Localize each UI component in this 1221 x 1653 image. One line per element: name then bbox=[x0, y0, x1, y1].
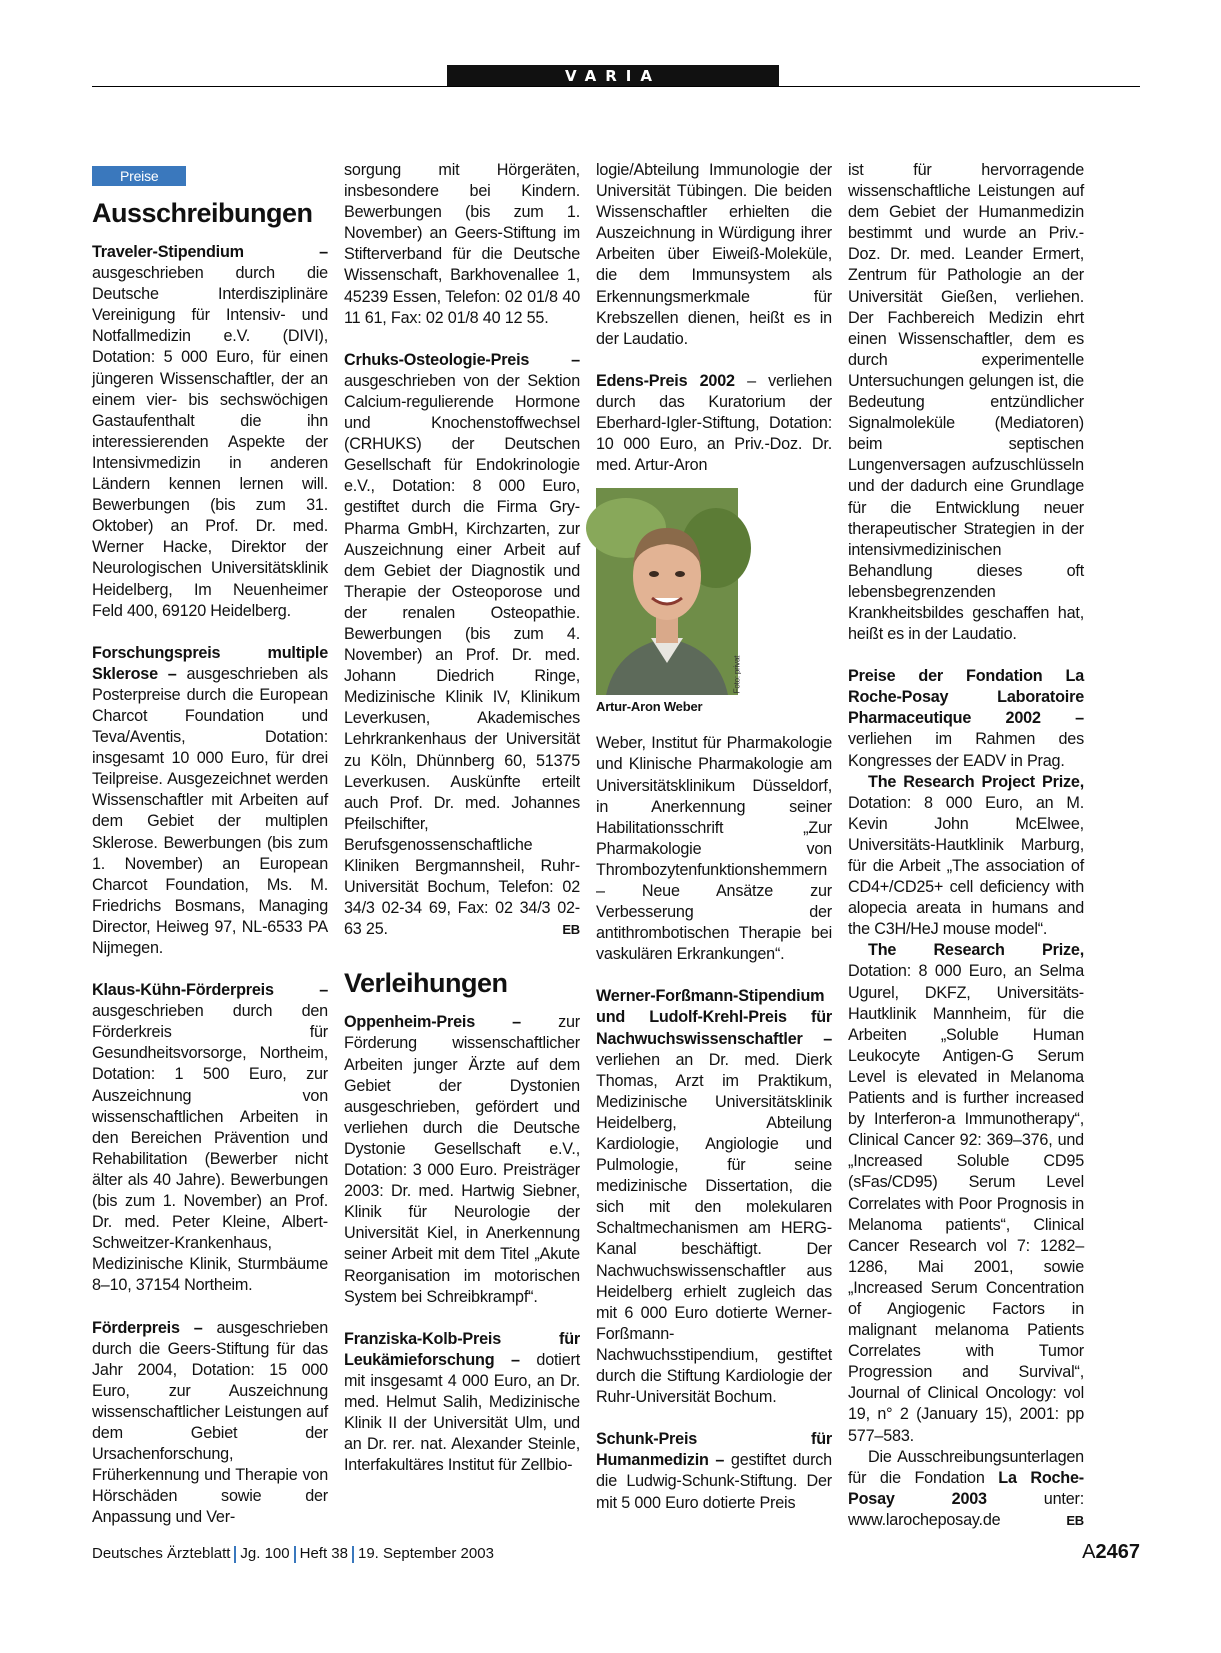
photo-caption: Artur-Aron Weber bbox=[596, 699, 703, 715]
paragraph bbox=[848, 160, 1084, 645]
journal-issue: Heft 38 bbox=[299, 1545, 348, 1562]
award-text: ausgeschrieben als Posterpreise durch die European Charcot Foundation und Teva/Aventis, Dotation: insgesamt 10 000 Euro, für drei Teilpreise. Ausgezeichnet werden Wissenschaftler mit Arbeiten auf dem Gebiet der multiplen Sklerose. Bewerbungen (bis zum 1. November) an European Charcot Foundation, Ms. M. Friedrichs Bosmans, Managing Director, Heiweg 97, NL-6533 PA Nijmegen. bbox=[92, 664, 328, 957]
award-title: Oppenheim-Preis – bbox=[344, 1013, 521, 1032]
paragraph bbox=[344, 160, 580, 329]
category-tag: Preise bbox=[92, 166, 186, 186]
page-footer bbox=[92, 1541, 1140, 1563]
award-text: zur Förderung wissenschaftlicher Arbeiten junger Ärzte auf dem Gebiet der Dystonien ausgeschrieben, gefördert und verliehen durch die Deutsche Dystonie Gesellschaft e.V., Dotation: 3 000 Euro. Preisträger 2003: Dr. med. Hartwig Siebner, Klinik für Neurologie der Universität Kiel, in Anerkennung seiner Arbeit mit dem Titel „Akute Reorganisation im motorischen System bei Schreibkrampf“. bbox=[344, 1013, 580, 1306]
section-header: VARIA bbox=[447, 65, 779, 87]
award-text: logie/Abteilung Immunologie der Universität Tübingen. Die beiden Wissenschaftler erhielten die Auszeichnung in Würdigung ihrer Arbeiten über Eiweiß-Moleküle, die dem Immunsystem als Erkennungsmerkmale für Krebszellen dienen, heißt es in der Laudatio. bbox=[596, 161, 832, 348]
journal-name: Deutsches Ärzteblatt bbox=[92, 1545, 231, 1562]
award-text: – verliehen durch das Kuratorium der Eberhard-Igler-Stiftung, Dotation: 10 000 Euro, an Priv.-Doz. Dr. med. Artur-Aron bbox=[596, 371, 832, 475]
award-text: ausgeschrieben von der Sektion Calcium-regulierende Hormone und Knochenstoffwechsel (CRHUKS) der Deutschen Gesellschaft für Endokrinologie e.V., Dotation: 8 000 Euro, gestiftet durch die Firma Gry-Pharma GmbH, Kirchzarten, zur Auszeichnung einer Arbeit auf dem Gebiet der Diagnostik und Therapie der Osteoporose und der renalen Osteopathie. Bewerbungen (bis zum 4. November) an Prof. Dr. med. Johann Diedrich Ringe, Medizinische Klinik IV, Klinikum Leverkusen, Akademisches Lehrkrankenhaus der Universität zu Köln, Dhünnberg 60, 51375 Leverkusen. Auskünfte erteilt auch Prof. Dr. med. Johannes Pfeilschifter, Berufsgenossenschaftliche Kliniken Bergmannsheil, Ruhr-Universität Bochum, Telefon: 02 34/3 02-34 69, Fax: 02 34/3 02-63 25. bbox=[344, 371, 580, 939]
award-title: Schunk-Preis für Humanmedizin – bbox=[596, 1430, 832, 1470]
award-text: ausgeschrieben durch die Deutsche Interdisziplinäre Vereinigung für Intensiv- und Notfallmedizin e.V. (DIVI), Dotation: 5 000 Euro, für einen jüngeren Wissenschaftler, der an einem vier- bis sechswöchigen Gastaufenthalt die ihn interessierenden Aspekte der Intensivmedizin in anderen Ländern kennen lernen will. Bewerbungen (bis zum 31. Oktober) an Prof. Dr. med. Werner Hacke, Direktor der Neurologischen Universitätsklinik Heidelberg, Im Neuenheimer Feld 400, 69120 Heidelberg. bbox=[92, 264, 328, 620]
award-title: Traveler-Stipendium – bbox=[92, 243, 328, 261]
paragraph bbox=[596, 371, 832, 476]
award-text: gestiftet durch die Ludwig-Schunk-Stiftung. Der mit 5 000 Euro dotierte Preis bbox=[596, 1451, 832, 1512]
award-title: Werner-Forßmann-Stipendium und Ludolf-Krehl-Preis für Nachwuchswissenschaftler – bbox=[596, 987, 832, 1048]
issue-date: 19. September 2003 bbox=[358, 1545, 494, 1562]
award-text: unter: www.larocheposay.de bbox=[848, 1489, 1084, 1529]
award-title: Crhuks-Osteologie-Preis – bbox=[344, 350, 580, 369]
paragraph bbox=[92, 242, 328, 622]
award-title: La Roche-Posay 2003 bbox=[848, 1468, 1084, 1508]
award-text: Die Ausschreibungsunterlagen für die Fondation bbox=[848, 1447, 1084, 1487]
paragraph bbox=[848, 1447, 1084, 1531]
column-1 bbox=[92, 160, 328, 1528]
award-text: Dotation: 8 000 Euro, an Selma Ugurel, DKFZ, Universitäts-Hautklinik Mannheim, für die Arbeiten „Soluble Human Leukocyte Antigen-G Serum Level is elevated in Melanoma Patients and is further increased by Interferon-a Immunotherapy“, Clinical Cancer 92: 369–376, und „Increased Soluble CD95 (sFas/CD95) Serum Level Correlates with Poor Prognosis in Melanoma patients“, Clinical Cancer Research vol 7: 1282–1286, Mai 2001, sowie „Increased Serum Concentration of Angiogenic Factors in malignant melanoma Patients Correlates with Tumor Progression and Survival“, Journal of Clinical Oncology: vol 19, n° 2 (January 15), 2001: pp 577–583. bbox=[848, 962, 1084, 1445]
paragraph bbox=[344, 1329, 580, 1477]
page-prefix: A bbox=[1082, 1541, 1096, 1563]
paragraph bbox=[92, 980, 328, 1296]
author-signature: EB bbox=[1066, 1512, 1084, 1528]
award-text: dotiert mit insgesamt 4 000 Euro, an Dr. med. Helmut Salih, Medizinische Klinik II der Universität Ulm, und an Dr. rer. nat. Alexander Steinle, Interfakultäres Institut für Zellbio- bbox=[344, 1350, 580, 1475]
award-text: ist für hervorragende wissenschaftliche Leistungen auf dem Gebiet der Humanmedizin bestimmt und wurde an Priv.-Doz. Dr. med. Leander Ermert, Zentrum für Pathologie an der Universität Gießen, verliehen. Der Fachbereich Medizin ehrt einen Wissenschaftler, dem es durch experimentelle Untersuchungen gelungen ist, die Bedeutung entzündlicher Signalmoleküle (Mediatoren) beim septischen Lungenversagen aufzuschlüsseln und der dadurch eine Grundlage für die Entwicklung neuer therapeutischer Strategien in der intensivmedizinischen Behandlung dieses oft lebensbegrenzenden Krankheitsbildes geschaffen hat, heißt es in der Laudatio. bbox=[848, 161, 1084, 644]
section-heading-verleihungen: Verleihungen bbox=[344, 968, 508, 999]
column-4 bbox=[848, 160, 1084, 1531]
award-title: Klaus-Kühn-Förderpreis – bbox=[92, 981, 328, 1000]
award-title: Franziska-Kolb-Preis für Leukämieforschung – bbox=[344, 1329, 580, 1369]
award-title: Preise der Fondation La Roche-Posay Laboratoire Pharmaceutique 2002 – bbox=[848, 667, 1084, 728]
paragraph bbox=[848, 666, 1084, 771]
award-text: verliehen im Rahmen des Kongresses der EADV in Prag. bbox=[848, 730, 1084, 770]
column-3 bbox=[596, 160, 832, 1514]
paragraph bbox=[596, 160, 832, 350]
award-title: The Research Project Prize, bbox=[868, 772, 1084, 791]
award-title: Forschungspreis multiple Sklerose – bbox=[92, 643, 328, 683]
paragraph bbox=[344, 350, 580, 941]
paragraph bbox=[92, 643, 328, 959]
paragraph bbox=[596, 733, 832, 965]
award-title: Förderpreis – bbox=[92, 1318, 203, 1337]
footer-divider bbox=[234, 1546, 236, 1563]
paragraph bbox=[92, 1318, 328, 1529]
award-title: The Research Prize, bbox=[868, 941, 1084, 960]
author-signature: EB bbox=[562, 922, 580, 938]
journal-volume: Jg. 100 bbox=[240, 1545, 290, 1562]
paragraph bbox=[344, 1012, 580, 1307]
award-text: ausgeschrieben durch die Geers-Stiftung für das Jahr 2004, Dotation: 15 000 Euro, zur Auszeichnung wissenschaftlicher Leistungen auf dem Gebiet der Ursachenforschung, Früherkennung und Therapie von Hörschäden sowie der Anpassung und Ver- bbox=[92, 1318, 328, 1527]
paragraph bbox=[848, 940, 1084, 1446]
footer-divider bbox=[352, 1546, 354, 1563]
portrait-photo bbox=[596, 488, 742, 695]
award-text: sorgung mit Hörgeräten, insbesondere bei Kindern. Bewerbungen (bis zum 1. November) an Geers-Stiftung im Stifterverband für die Deutsche Wissenschaft, Barkhovenallee 1, 45239 Essen, Telefon: 02 01/8 40 11 61, Fax: 02 01/8 40 12 55. bbox=[344, 161, 580, 327]
header-rule bbox=[92, 86, 1140, 87]
page-number-value: 2467 bbox=[1095, 1541, 1140, 1563]
award-text: ausgeschrieben durch den Förderkreis für Gesundheitsvorsorge, Northeim, Dotation: 1 500 Euro, zur Auszeichnung von wissenschaftlichen Arbeiten in den Bereichen Prävention und Rehabilitation (Bewerber nicht älter als 40 Jahre). Bewerbungen (bis zum 1. November) an Prof. Dr. med. Peter Kleine, Albert-Schweitzer-Krankenhaus, Medizinische Klinik, Sturmbäume 8–10, 37154 Northeim. bbox=[92, 1002, 328, 1295]
paragraph bbox=[596, 1429, 832, 1513]
column-2 bbox=[344, 160, 580, 1476]
award-title: Edens-Preis 2002 bbox=[596, 371, 735, 390]
award-text: Dotation: 8 000 Euro, an M. Kevin John McElwee, Universitäts-Hautklinik Marburg, für die Arbeit „The association of CD4+/CD25+ cell deficiency with alopecia areata in humans and the C3H/HeJ mouse model“. bbox=[848, 793, 1084, 939]
paragraph bbox=[848, 772, 1084, 941]
footer-divider bbox=[294, 1546, 296, 1563]
page-number bbox=[1082, 1541, 1140, 1564]
photo-credit: Foto: privat bbox=[732, 656, 742, 694]
portrait-image bbox=[596, 488, 738, 695]
award-text: verliehen an Dr. med. Dierk Thomas, Arzt im Praktikum, Medizinische Universitätsklinik Heidelberg, Abteilung Kardiologie, Angiologie und Pulmologie, für seine medizinische Dissertation, die sich mit den molekularen Schaltmechanismen am HERG-Kanal beschäftigt. Der Nachwuchswissenschaftler aus Heidelberg erhielt zugleich das mit 6 000 Euro dotierte Werner-Forßmann-Nachwuchsstipendium, gestiftet durch die Stiftung Kardiologie der Ruhr-Universität Bochum. bbox=[596, 1050, 832, 1407]
award-text: Weber, Institut für Pharmakologie und Klinische Pharmakologie am Universitätsklinikum Düsseldorf, in Anerkennung seiner Habilitationsschrift „Zur Pharmakologie von Thrombozytenfunktionshemmern – Neue Ansätze zur Verbesserung der antithrombotischen Therapie bei vaskulären Erkrankungen“. bbox=[596, 734, 832, 964]
paragraph bbox=[596, 986, 832, 1408]
footer-citation bbox=[92, 1545, 1140, 1563]
section-heading-ausschreibungen: Ausschreibungen bbox=[92, 198, 313, 228]
